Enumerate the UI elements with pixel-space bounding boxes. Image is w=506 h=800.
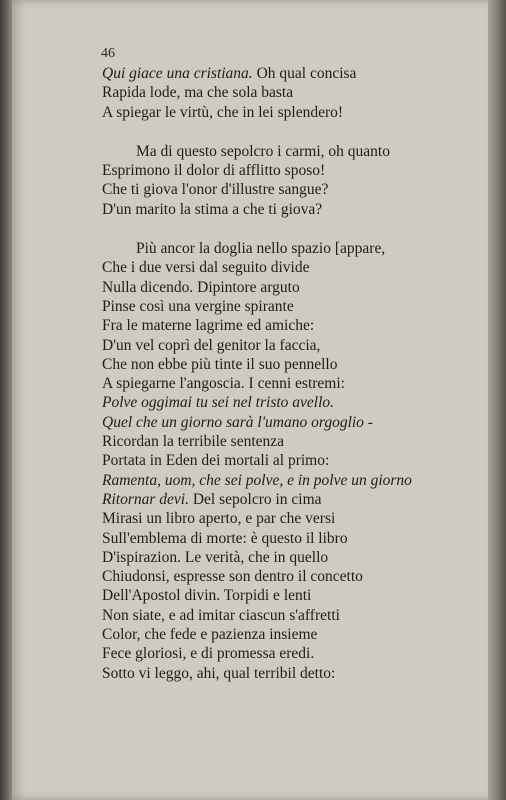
- poem-line-continuation: Oh qual concisa: [252, 65, 357, 82]
- poem-line: [102, 316, 502, 335]
- poem-line: [102, 529, 502, 548]
- poem-line-text: Pinse così una vergine spirante: [102, 297, 294, 315]
- poem-line: [102, 509, 502, 528]
- poem-line: [102, 336, 502, 355]
- poem-line-text: Ricordan la terribile sentenza: [102, 433, 285, 451]
- poem-line-text: Che non ebbe più tinte il suo pennello: [102, 355, 338, 373]
- poem-line-text: Chiudonsi, espresse son dentro il concetto: [102, 568, 363, 586]
- poem-line: [102, 239, 502, 258]
- poem-line: [102, 664, 502, 683]
- stanza-gap: [102, 122, 502, 142]
- poem-line: [102, 471, 502, 490]
- poem-line-text: Ma di questo sepolcro i carmi, oh quanto: [136, 142, 390, 160]
- poem-line: [102, 625, 502, 644]
- poem-line: [102, 258, 502, 277]
- stanza-gap: [102, 219, 502, 239]
- poem-line-text: Fra le materne lagrime ed amiche:: [102, 317, 315, 335]
- poem-line-text: D'un vel coprì del genitor la faccia,: [102, 336, 321, 354]
- poem-line: [102, 451, 502, 470]
- poem-line-continuation: Del sepolcro in cima: [188, 490, 322, 508]
- poem-line-text: D'ispirazion. Le verità, che in quello: [102, 548, 329, 566]
- book-gutter: [0, 0, 12, 800]
- poem-line: [102, 644, 502, 663]
- poem-line-text: Qui giace una cristiana.: [102, 65, 253, 82]
- poem-text: [102, 64, 502, 683]
- poem-line: [102, 548, 502, 567]
- poem-line: [102, 103, 502, 122]
- poem-line-text: Portata in Eden dei mortali al primo:: [102, 452, 330, 470]
- poem-line-text: Sull'emblema di morte: è questo il libro: [102, 529, 348, 547]
- poem-line: [102, 142, 502, 161]
- poem-line-text: Quel che un giorno sarà l'umano orgoglio -: [102, 413, 373, 431]
- poem-line-text: Sotto vi leggo, ahi, qual terribil detto:: [102, 664, 336, 682]
- poem-line-text: Non siate, e ad imitar ciascun s'affretti: [102, 606, 340, 624]
- poem-line-text: A spiegarne l'angoscia. I cenni estremi:: [102, 375, 345, 393]
- poem-line-text: Rapida lode, ma che sola basta: [102, 84, 294, 102]
- poem-line: [102, 374, 502, 393]
- poem-line-text: Esprimono il dolor di afflitto sposo!: [102, 162, 326, 180]
- poem-line: [102, 161, 502, 180]
- page-number: 46: [101, 46, 115, 61]
- poem-line: [102, 83, 502, 102]
- poem-line-text: A spiegar le virtù, che in lei splendero!: [102, 103, 344, 121]
- poem-line: [102, 586, 502, 605]
- poem-line: [102, 567, 502, 586]
- poem-line: [102, 64, 502, 83]
- poem-line: [102, 393, 502, 412]
- poem-line-text: Che ti giova l'onor d'illustre sangue?: [102, 181, 329, 199]
- poem-line: [102, 606, 502, 625]
- poem-line: [102, 432, 502, 451]
- poem-line: [102, 355, 502, 374]
- poem-line-text: Polve oggimai tu sei nel tristo avello.: [102, 394, 335, 412]
- poem-line: [102, 490, 502, 509]
- facing-page-edge: [488, 0, 506, 800]
- poem-line-text: Fece gloriosi, e di promessa eredi.: [102, 645, 315, 663]
- poem-line-text: Dell'Apostol divin. Torpidi e lenti: [102, 587, 312, 605]
- poem-line-text: Nulla dicendo. Dipintore arguto: [102, 278, 300, 296]
- poem-line-text: Più ancor la doglia nello spazio [appare,: [136, 240, 386, 258]
- poem-line-text: Ritornar devi.: [102, 490, 189, 508]
- poem-line: [102, 200, 502, 219]
- poem-line-text: Che i due versi dal seguito divide: [102, 259, 310, 277]
- poem-line: [102, 413, 502, 432]
- poem-line-text: Color, che fede e pazienza insieme: [102, 626, 318, 644]
- poem-line: [102, 278, 502, 297]
- book-page: [12, 0, 496, 800]
- poem-line-text: Ramenta, uom, che sei polve, e in polve un giorno: [102, 471, 412, 489]
- poem-line: [102, 297, 502, 316]
- poem-line-text: D'un marito la stima a che ti giova?: [102, 200, 323, 218]
- poem-line: [102, 180, 502, 199]
- poem-line-text: Mirasi un libro aperto, e par che versi: [102, 510, 336, 528]
